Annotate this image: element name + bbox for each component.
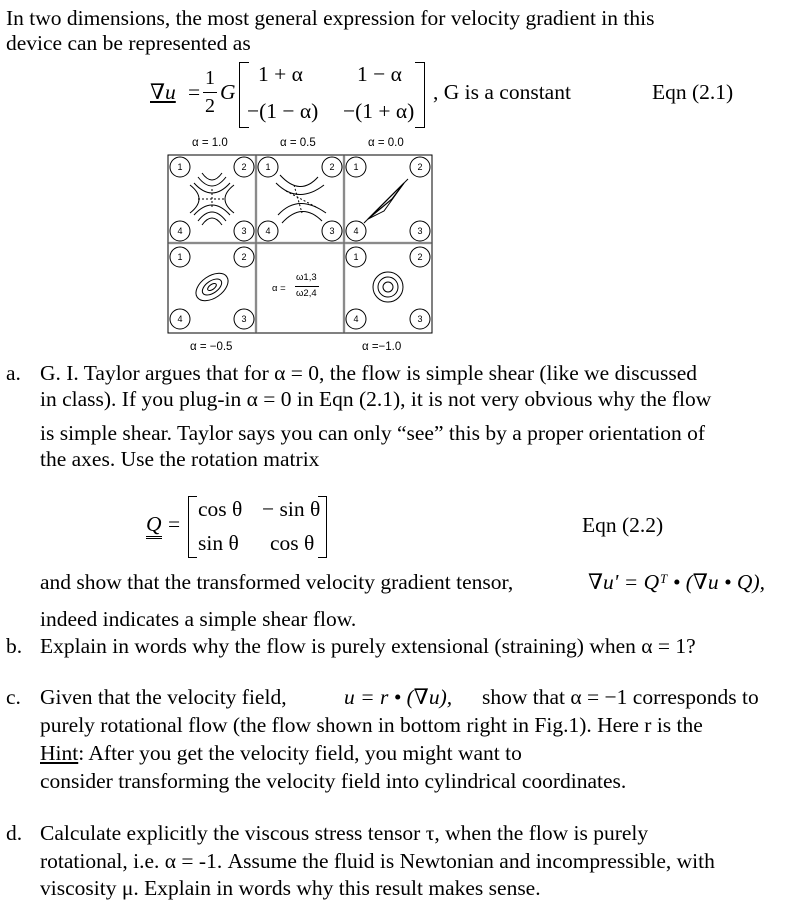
q-m22: cos θ bbox=[270, 531, 315, 555]
svg-text:4: 4 bbox=[177, 314, 183, 324]
matrix-m21: −(1 − α) bbox=[247, 99, 319, 123]
svg-text:4: 4 bbox=[265, 226, 271, 236]
part-a-line-3: is simple shear. Taylor says you can only “see” this by a proper orientation of bbox=[40, 421, 706, 445]
part-c-line-2: purely rotational flow (the flow shown in bottom right in Fig.1). Here r is the bbox=[40, 713, 703, 737]
part-c-line-1-pre: Given that the velocity field, bbox=[40, 685, 287, 709]
cell-alpha-neg-0-5 bbox=[191, 268, 233, 307]
svg-text:1: 1 bbox=[353, 252, 359, 262]
part-a-line-4: the axes. Use the rotation matrix bbox=[40, 447, 320, 471]
four-roll-mill-diagram bbox=[168, 155, 434, 335]
svg-text:3: 3 bbox=[417, 314, 423, 324]
hint-label: Hint bbox=[40, 741, 79, 765]
constant-note: , G is a constant bbox=[433, 80, 571, 104]
q-m11: cos θ bbox=[198, 497, 243, 521]
center-frac-bar bbox=[295, 286, 319, 287]
alpha-label-0: α = 0.0 bbox=[368, 137, 404, 149]
Q-symbol: Q bbox=[146, 512, 162, 539]
svg-text:4: 4 bbox=[353, 226, 359, 236]
part-b-marker: b. bbox=[6, 634, 23, 658]
part-a-after-line: and show that the transformed velocity gradient tensor, bbox=[40, 570, 514, 594]
G-symbol: G bbox=[220, 80, 236, 104]
frac-denominator: 2 bbox=[205, 95, 215, 117]
intro-line-2: device can be represented as bbox=[6, 31, 251, 55]
cell-alpha-0-5 bbox=[276, 175, 326, 223]
eqn-2-1-label: Eqn (2.1) bbox=[652, 80, 734, 104]
part-a-final-line: indeed indicates a simple shear flow. bbox=[40, 607, 357, 631]
svg-text:2: 2 bbox=[329, 162, 335, 172]
cell-alpha-neg-1 bbox=[373, 272, 403, 302]
velocity-field-expression: u = r • (∇u), bbox=[344, 685, 453, 709]
svg-text:2: 2 bbox=[417, 252, 423, 262]
svg-text:1: 1 bbox=[265, 162, 271, 172]
part-a-marker: a. bbox=[6, 361, 21, 385]
frac-bar bbox=[203, 92, 217, 93]
svg-text:3: 3 bbox=[241, 226, 247, 236]
part-c-line-4: consider transforming the velocity field into cylindrical coordinates. bbox=[40, 769, 627, 793]
intro-line-1: In two dimensions, the most general expression for velocity gradient in this bbox=[6, 6, 655, 30]
matrix-m11: 1 + α bbox=[258, 62, 303, 86]
svg-text:1: 1 bbox=[177, 162, 183, 172]
eqn-2-2-label: Eqn (2.2) bbox=[582, 513, 664, 537]
part-c-marker: c. bbox=[6, 685, 21, 709]
part-c-line-1-post: show that α = −1 corresponds to bbox=[482, 685, 759, 709]
q-m21: sin θ bbox=[198, 531, 239, 555]
part-d-line-3: viscosity μ. Explain in words why this result makes sense. bbox=[40, 876, 541, 900]
frac-numerator: 1 bbox=[205, 67, 215, 89]
svg-text:1: 1 bbox=[353, 162, 359, 172]
part-d-line-2: rotational, i.e. α = -1. Assume the fluid is Newtonian and incompressible, with bbox=[40, 849, 715, 873]
equals-sign: = bbox=[188, 80, 201, 104]
svg-text:4: 4 bbox=[177, 226, 183, 236]
part-c-line-3-rest: : After you get the velocity field, you might want to bbox=[78, 741, 522, 765]
part-d-line-1: Calculate explicitly the viscous stress tensor τ, when the flow is purely bbox=[40, 821, 649, 845]
svg-text:1: 1 bbox=[177, 252, 183, 262]
part-a-line-1: G. I. Taylor argues that for α = 0, the flow is simple shear (like we discussed bbox=[40, 361, 697, 385]
svg-text:3: 3 bbox=[329, 226, 335, 236]
svg-text:2: 2 bbox=[417, 162, 423, 172]
transform-expression: ∇u' = Qᵀ • (∇u • Q), bbox=[588, 570, 765, 594]
svg-text:2: 2 bbox=[241, 162, 247, 172]
part-b-text: Explain in words why the flow is purely extensional (straining) when α = 1? bbox=[40, 634, 696, 658]
svg-text:3: 3 bbox=[241, 314, 247, 324]
part-a-line-2: in class). If you plug-in α = 0 in Eqn (2.1), it is not very obvious why the flow bbox=[40, 387, 712, 411]
center-alpha-label: α = bbox=[272, 283, 286, 294]
matrix-m22: −(1 + α) bbox=[343, 99, 415, 123]
grad-u-lhs: ∇u bbox=[150, 80, 176, 104]
part-d-marker: d. bbox=[6, 821, 23, 845]
center-omega-denominator: ω2,4 bbox=[296, 288, 317, 299]
alpha-label-neg-1: α =−1.0 bbox=[362, 341, 402, 353]
svg-text:4: 4 bbox=[353, 314, 359, 324]
q-m12: − sin θ bbox=[262, 497, 321, 521]
alpha-label-neg-0-5: α = −0.5 bbox=[190, 341, 233, 353]
cell-alpha-1 bbox=[190, 173, 234, 225]
matrix-m12: 1 − α bbox=[357, 62, 402, 86]
matrix-right-bracket bbox=[415, 62, 425, 128]
svg-text:2: 2 bbox=[241, 252, 247, 262]
alpha-label-0-5: α = 0.5 bbox=[280, 137, 316, 149]
svg-text:3: 3 bbox=[417, 226, 423, 236]
alpha-label-1: α = 1.0 bbox=[192, 137, 228, 149]
center-omega-numerator: ω1,3 bbox=[296, 272, 317, 283]
q-left-bracket bbox=[188, 496, 197, 558]
cell-alpha-0 bbox=[364, 179, 408, 223]
